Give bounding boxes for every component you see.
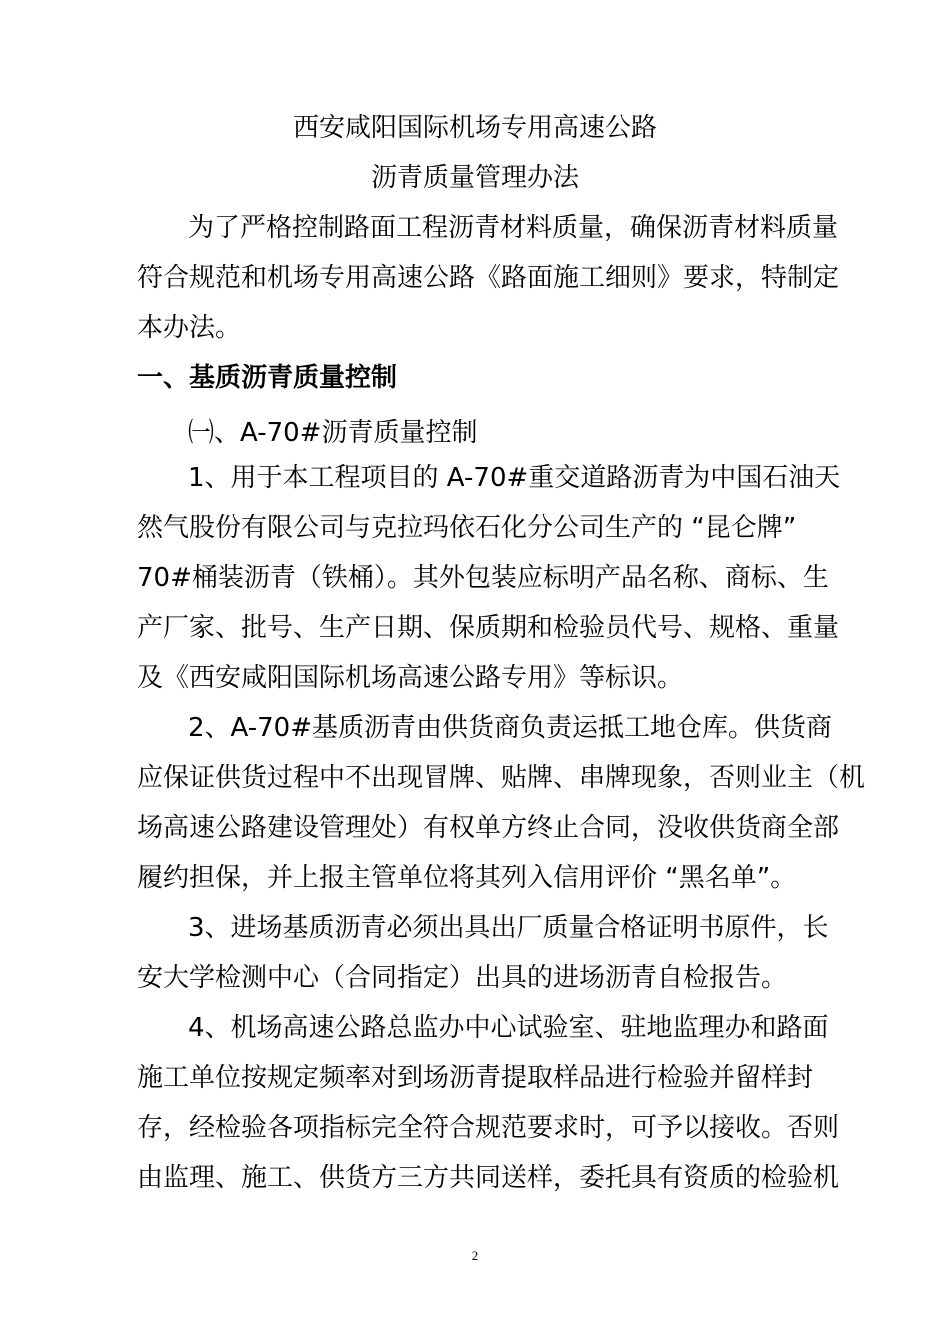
intro-line: 为了严格控制路面工程沥青材料质量，确保沥青材料质量: [188, 213, 839, 243]
item-4-line: 存，经检验各项指标完全符合规范要求时，可予以接收。否则: [137, 1113, 840, 1143]
item-2-line: 应保证供货过程中不出现冒牌、贴牌、串牌现象，否则业主（机: [137, 763, 866, 793]
item-1-line: 70#桶装沥青（铁桶）。其外包装应标明产品名称、商标、生: [137, 563, 829, 593]
item-3-line: 3、进场基质沥青必须出具出厂质量合格证明书原件，长: [188, 913, 829, 943]
intro-line: 本办法。: [137, 313, 242, 343]
subsection-heading: ㈠、A-70#沥青质量控制: [188, 418, 478, 448]
item-1-line: 及《西安咸阳国际机场高速公路专用》等标识。: [137, 663, 684, 693]
intro-line: 符合规范和机场专用高速公路《路面施工细则》要求，特制定: [137, 263, 840, 293]
item-1-line: 然气股份有限公司与克拉玛依石化分公司生产的 “昆仑牌”: [137, 513, 797, 543]
item-4-line: 由监理、施工、供货方三方共同送样，委托具有资质的检验机: [137, 1163, 840, 1193]
document-subtitle: 沥青质量管理办法: [370, 163, 579, 193]
item-4-line: 施工单位按规定频率对到场沥青提取样品进行检验并留样封: [137, 1063, 814, 1093]
item-4-line: 4、机场高速公路总监办中心试验室、驻地监理办和路面: [188, 1013, 829, 1043]
item-3-line: 安大学检测中心（合同指定）出具的进场沥青自检报告。: [137, 963, 788, 993]
item-1-line: 产厂家、批号、生产日期、保质期和检验员代号、规格、重量: [137, 613, 840, 643]
item-1-line: 1、用于本工程项目的 A-70#重交道路沥青为中国石油天: [188, 463, 841, 493]
document-title: 西安咸阳国际机场专用高速公路: [292, 113, 657, 143]
item-2-line: 2、A-70#基质沥青由供货商负责运抵工地仓库。供货商: [188, 713, 833, 743]
item-2-line: 履约担保，并上报主管单位将其列入信用评价 “黑名单”。: [137, 863, 797, 893]
item-2-line: 场高速公路建设管理处）有权单方终止合同，没收供货商全部: [137, 813, 840, 843]
page-number: 2: [471, 1248, 479, 1263]
section-heading: 一、基质沥青质量控制: [137, 363, 398, 393]
